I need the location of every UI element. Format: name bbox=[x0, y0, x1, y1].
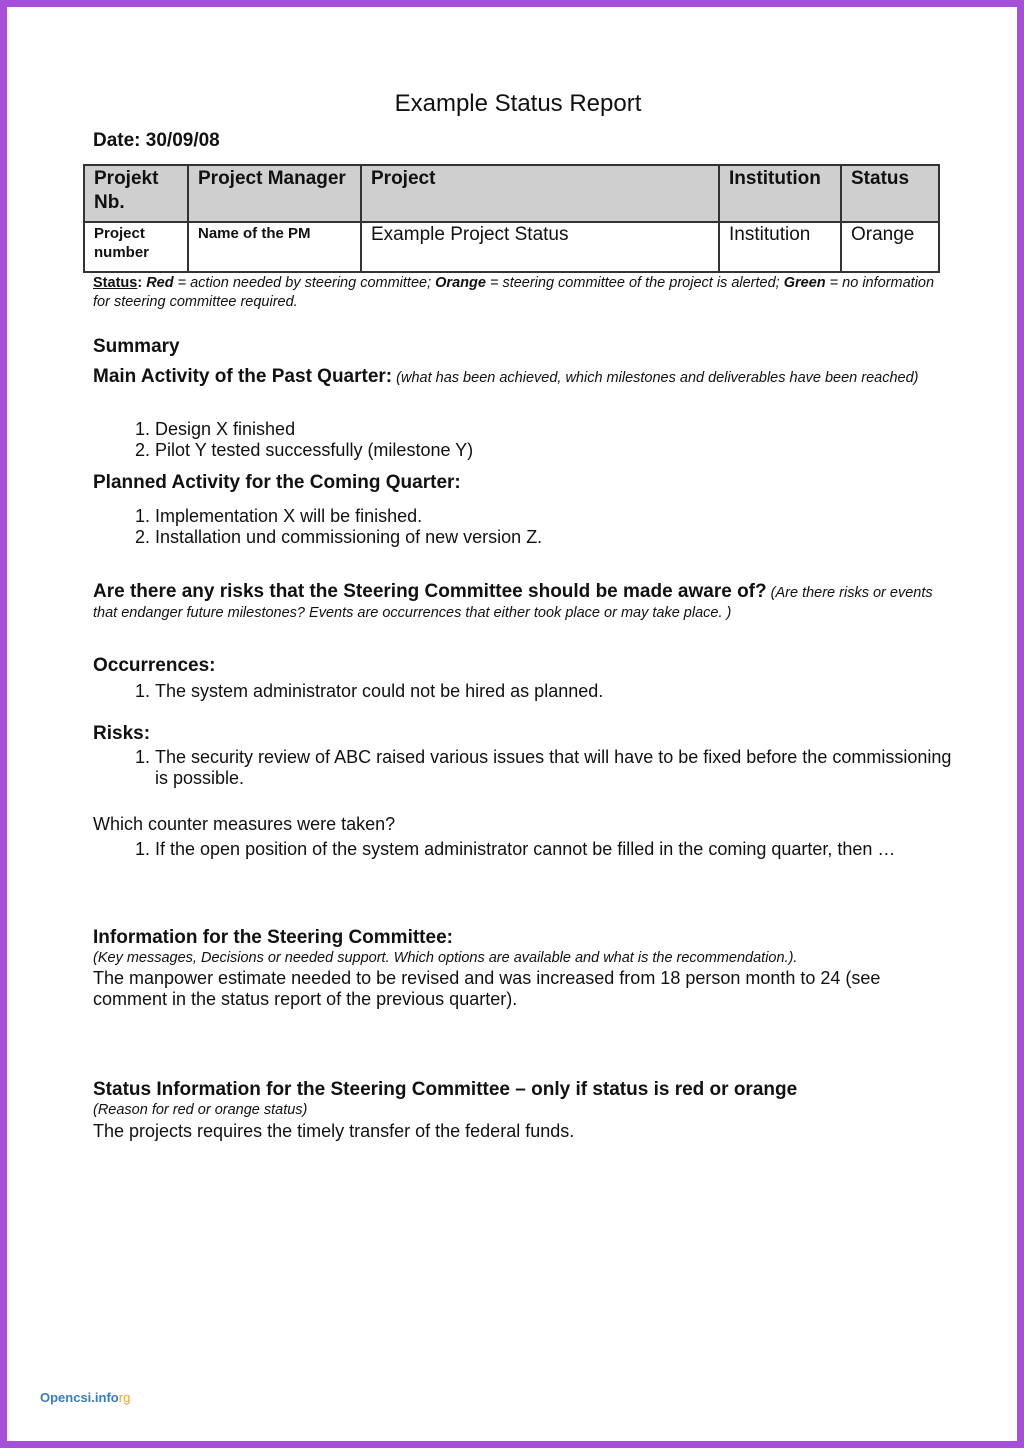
list-item: 1. Implementation X will be finished. bbox=[155, 506, 1005, 527]
status-info-heading: Status Information for the Steering Committee – only if status is red or orange bbox=[93, 1079, 798, 1100]
watermark bbox=[40, 1390, 130, 1405]
measures-list bbox=[93, 839, 985, 860]
legend-orange: Orange bbox=[435, 275, 486, 291]
status-info-note: (Reason for red or orange status) bbox=[93, 1102, 308, 1118]
cell-project-manager: Name of the PM bbox=[188, 222, 361, 272]
list-item: 1. Design X finished bbox=[155, 419, 1005, 440]
past-quarter-note: (what has been achieved, which milestones and deliverables have been reached) bbox=[392, 370, 919, 386]
past-quarter-block bbox=[93, 367, 943, 388]
status-legend bbox=[93, 274, 943, 312]
header-institution: Institution bbox=[719, 165, 841, 222]
coming-quarter-list bbox=[93, 506, 1005, 548]
list-item: 1. The system administrator could not be hired as planned. bbox=[155, 681, 1005, 702]
header-project-manager: Project Manager bbox=[188, 165, 361, 222]
header-project-number: Projekt Nb. bbox=[84, 165, 188, 222]
past-quarter-heading: Main Activity of the Past Quarter: bbox=[93, 366, 393, 387]
header-project: Project bbox=[361, 165, 719, 222]
header-status: Status bbox=[841, 165, 939, 222]
project-table bbox=[83, 164, 940, 273]
list-item: 1. The security review of ABC raised various issues that will have to be fixed before the commissioning is possible. bbox=[155, 747, 955, 789]
list-item: 1. If the open position of the system administrator cannot be filled in the coming quarter, then … bbox=[155, 839, 985, 860]
list-item: 2. Installation und commissioning of new version Z. bbox=[155, 527, 1005, 548]
watermark-tail: rg bbox=[118, 1390, 131, 1405]
status-info-text: The projects requires the timely transfer of the federal funds. bbox=[93, 1121, 575, 1141]
occurrences-list bbox=[93, 681, 1005, 702]
legend-green: Green bbox=[783, 275, 826, 291]
legend-colon: : bbox=[137, 275, 147, 291]
cell-institution: Institution bbox=[719, 222, 841, 272]
info-note: (Key messages, Decisions or needed support. Which options are available and what is the recommendation.). bbox=[93, 950, 798, 966]
risks-question-heading: Are there any risks that the Steering Committee should be made aware of? bbox=[93, 581, 767, 602]
watermark-main: Opencsi.info bbox=[40, 1390, 119, 1405]
risks-question-block bbox=[93, 582, 943, 623]
legend-orange-text: = steering committee of the project is alerted; bbox=[485, 275, 784, 291]
table-header-row bbox=[84, 165, 939, 222]
legend-label: Status bbox=[93, 275, 138, 291]
info-heading: Information for the Steering Committee: bbox=[93, 927, 453, 948]
risks-heading: Risks: bbox=[93, 723, 151, 744]
summary-heading: Summary bbox=[93, 336, 180, 357]
legend-red: Red bbox=[146, 275, 174, 291]
info-text: The manpower estimate needed to be revised and was increased from 18 person month to 24 (see comment in the status report of the previous quarter). bbox=[93, 968, 881, 1009]
risks-question-note: (Are there risks or events that endanger future milestones? Events are occurrences that either took place or may take place. ) bbox=[93, 585, 933, 621]
legend-green-text: = no information for steering committee required. bbox=[93, 275, 935, 310]
report-date: Date: 30/09/08 bbox=[93, 130, 220, 151]
cell-project-number: Project number bbox=[84, 222, 188, 272]
cell-status: Orange bbox=[841, 222, 939, 272]
occurrences-heading: Occurrences: bbox=[93, 655, 216, 676]
legend-red-text: = action needed by steering committee; bbox=[173, 275, 436, 291]
risks-list bbox=[93, 747, 955, 789]
coming-quarter-heading: Planned Activity for the Coming Quarter: bbox=[93, 472, 461, 493]
document-title: Example Status Report bbox=[394, 90, 642, 117]
cell-project: Example Project Status bbox=[361, 222, 719, 272]
measures-heading: Which counter measures were taken? bbox=[93, 814, 396, 834]
past-quarter-list bbox=[93, 419, 1005, 461]
list-item: 2. Pilot Y tested successfully (milestone Y) bbox=[155, 440, 1005, 461]
table-row bbox=[84, 222, 939, 272]
